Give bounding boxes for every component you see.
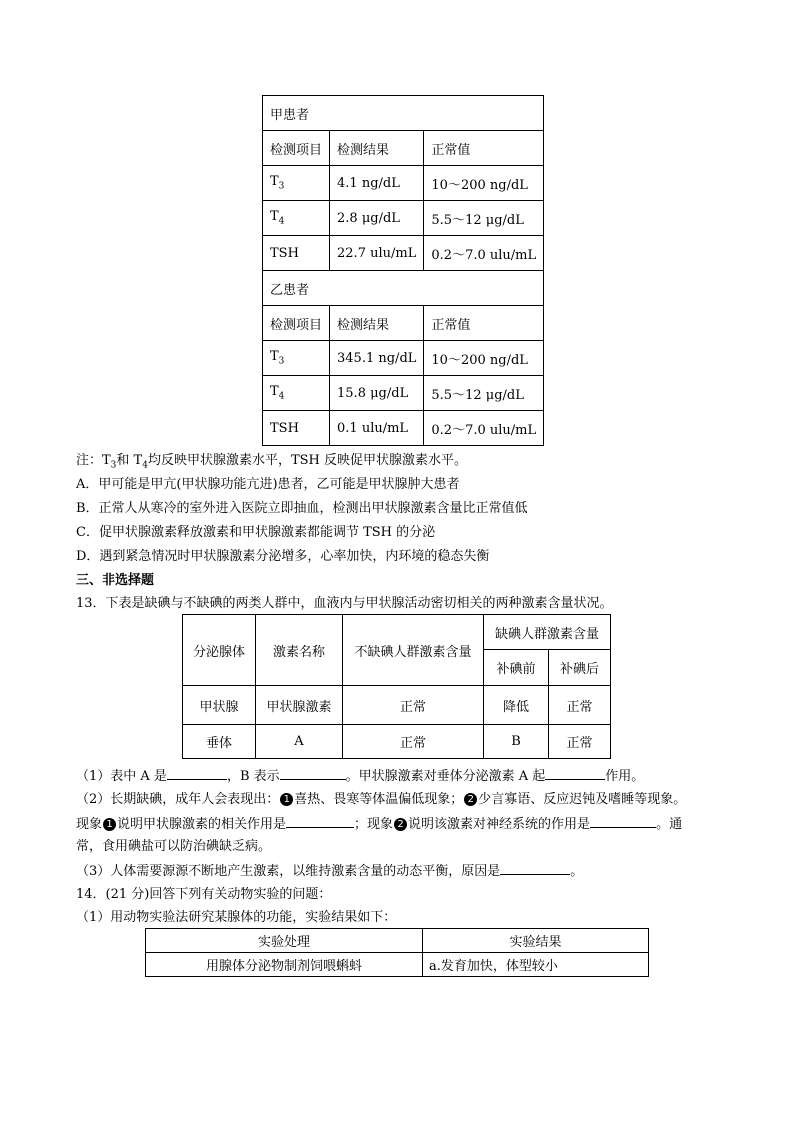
header-normal: 正常值 [424,306,544,341]
cell-result: 0.1 ulu/mL [330,411,424,446]
circled-number-icon: 2 [394,818,407,831]
patient-b-label: 乙患者 [263,271,544,306]
cell-normal: 正常 [343,686,484,725]
cell-item [263,201,330,236]
table-header-row [263,131,544,166]
q14-stem: 14．(21 分)回答下列有关动物实验的问题： [76,887,332,902]
table-header-row [183,615,611,650]
item-text: T [270,174,279,190]
q13-p2-text-b: 喜热、畏寒等体温偏低现象； [294,792,464,807]
option-c: C．促甲状腺激素释放激素和甲状腺激素都能调节 TSH 的分泌 [76,525,436,540]
header-after: 补碘后 [549,650,611,686]
circled-number-icon: 2 [464,793,477,806]
cell-normal: 10～200 ng/dL [424,166,544,201]
header-before: 补碘前 [484,650,549,686]
note-prefix: 注：T [76,453,111,468]
cell-result: 345.1 ng/dL [330,341,424,376]
q13-p1-text-b: ，B 表示 [226,769,280,784]
table-row [263,236,544,271]
cell-gland: 甲状腺 [183,686,256,725]
cell-item [263,376,330,411]
item-sub: 4 [278,391,285,402]
cell-normal: 0.2～7.0 ulu/mL [424,411,544,446]
header-result: 检测结果 [330,306,424,341]
item-text: T [270,349,279,365]
item-text: T [270,209,279,225]
table-row [183,686,611,725]
q13-stem: 13．下表是缺碘与不缺碘的两类人群中，血液内与甲状腺活动密切相关的两种激素含量状况。 [76,596,613,611]
answer-blank[interactable] [590,813,656,828]
cell-before: B [484,725,549,759]
item-sub: 3 [278,181,285,192]
answer-blank[interactable] [167,765,227,780]
q13-p2-text-d: 现象 [76,817,103,832]
patient-a-label: 甲患者 [263,96,544,131]
note-sub1: 3 [110,460,117,471]
header-item: 检测项目 [263,306,330,341]
item-sub: 3 [278,356,285,367]
table-row [263,201,544,236]
cell-hormone: 甲状腺激素 [256,686,343,725]
cell-item: TSH [263,236,330,271]
table-row [146,953,649,977]
q13-p2-text-e: 说明甲状腺激素的相关作用是 [117,817,287,832]
header-normal-group: 不缺碘人群激素含量 [343,615,484,686]
experiment-table [145,928,649,977]
cell-after: 正常 [549,686,611,725]
note-sub2: 4 [142,460,148,471]
header-result: 实验结果 [423,929,649,953]
section-title: 三、非选择题 [76,573,155,588]
cell-item: TSH [263,411,330,446]
patient-test-table [262,95,544,446]
header-hormone: 激素名称 [256,615,343,686]
q13-part2-line2 [76,813,682,836]
header-normal: 正常值 [424,131,544,166]
header-item: 检测项目 [263,131,330,166]
table-row [263,411,544,446]
cell-gland: 垂体 [183,725,256,759]
cell-after: 正常 [549,725,611,759]
q13-p1-text-c: 。甲状腺激素对垂体分泌激素 A 起 [345,769,546,784]
table-row [183,725,611,759]
q13-p2-text-f: ；现象 [354,817,394,832]
circled-number-icon: 1 [103,818,116,831]
q13-part3 [76,860,583,883]
cell-normal: 10～200 ng/dL [424,341,544,376]
table-row [263,166,544,201]
q13-p1-text-d: 作用。 [605,769,645,784]
answer-blank[interactable] [545,765,605,780]
option-a: A．甲可能是甲亢(甲状腺功能亢进)患者，乙可能是甲状腺肿大患者 [76,477,460,492]
header-treatment: 实验处理 [146,929,423,953]
q13-p1-text-a: （1）表中 A 是 [76,769,167,784]
table-header-row [263,306,544,341]
cell-result: 15.8 μg/dL [330,376,424,411]
option-d: D．遇到紧急情况时甲状腺激素分泌增多，心率加快，内环境的稳态失衡 [76,549,490,564]
cell-normal: 正常 [343,725,484,759]
q13-p3-text-b: 。 [570,864,584,879]
cell-item [263,166,330,201]
table-row [263,341,544,376]
note-mid: 和 T [116,453,143,468]
iodine-hormone-table [182,614,611,759]
answer-blank[interactable] [500,860,570,875]
q13-p2-text-a: （2）长期缺碘，成年人会表现出： [76,792,280,807]
header-gland: 分泌腺体 [183,615,256,686]
note-rest: 均反映甲状腺激素水平，TSH 反映促甲状腺激素水平。 [147,453,467,468]
cell-normal: 0.2～7.0 ulu/mL [424,236,544,271]
cell-result: a.发育加快，体型较小 [423,953,649,977]
cell-result: 22.7 ulu/mL [330,236,424,271]
cell-item [263,341,330,376]
circled-number-icon: 1 [280,793,293,806]
q13-p2-text-h: 。通 [656,817,683,832]
option-b: B．正常人从寒冷的室外进入医院立即抽血，检测出甲状腺激素含量比正常值低 [76,501,528,516]
cell-result: 2.8 μg/dL [330,201,424,236]
q13-part2-line1 [76,789,686,811]
q13-part2-line3: 常，食用碘盐可以防治碘缺乏病。 [76,839,272,854]
cell-normal: 5.5～12 μg/dL [424,376,544,411]
cell-normal: 5.5～12 μg/dL [424,201,544,236]
cell-before: 降低 [484,686,549,725]
header-deficient-group: 缺碘人群激素含量 [484,615,611,650]
item-text: T [270,384,279,400]
header-result: 检测结果 [330,131,424,166]
cell-treatment: 用腺体分泌物制剂饲喂蝌蚪 [146,953,423,977]
q14-part1: （1）用动物实验法研究某腺体的功能，实验结果如下： [76,910,397,925]
q13-p2-text-g: 说明该激素对神经系统的作用是 [408,817,591,832]
table-note [76,450,467,477]
q13-p2-text-c: 少言寡语、反应迟钝及嗜睡等现象。 [478,792,687,807]
table-row [263,376,544,411]
q13-p3-text-a: （3）人体需要源源不断地产生激素，以维持激素含量的动态平衡，原因是 [76,864,501,879]
answer-blank[interactable] [286,813,354,828]
answer-blank[interactable] [280,765,346,780]
cell-hormone: A [256,725,343,759]
cell-result: 4.1 ng/dL [330,166,424,201]
item-sub: 4 [278,216,285,227]
q13-part1 [76,765,644,788]
table-header-row [146,929,649,953]
